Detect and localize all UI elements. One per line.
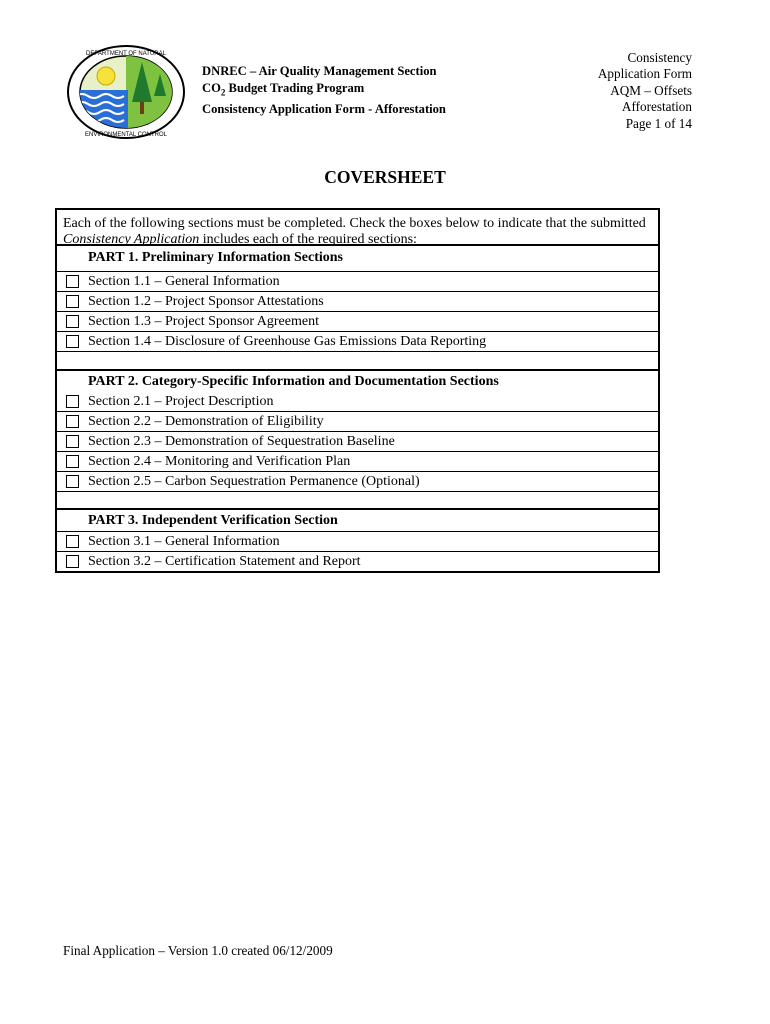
part-1-heading: PART 1. Preliminary Information Sections xyxy=(57,246,658,272)
emphasis-text: Consistency Application xyxy=(63,232,200,247)
page-title: COVERSHEET xyxy=(324,167,446,187)
section-label: Section 2.3 – Demonstration of Sequestration Baseline xyxy=(88,434,395,449)
section-label: Section 1.3 – Project Sponsor Agreement xyxy=(88,314,319,329)
dnrec-seal-logo xyxy=(66,44,186,140)
section-label: Section 2.5 – Carbon Sequestration Permanence (Optional) xyxy=(88,474,420,489)
part-divider xyxy=(57,352,658,371)
checklist-row xyxy=(57,472,658,491)
instructions-text: Each of the following sections must be completed. Check the boxes below to indicate that the submitted Consistency Application includes each of the required sections: xyxy=(57,210,658,246)
checklist-row xyxy=(57,432,658,452)
form-id-line: Consistency xyxy=(627,50,692,65)
program-line: $CO_2$ Budget Trading Program xyxy=(202,80,365,98)
section-label: Section 2.4 – Monitoring and Verification Plan xyxy=(88,454,351,469)
form-id-line: AQM – Offsets xyxy=(610,82,692,98)
section-2-2-checkbox[interactable] xyxy=(66,415,79,428)
section-1-3-checkbox[interactable] xyxy=(66,315,79,328)
section-2-3-checkbox[interactable] xyxy=(66,435,79,448)
org-line: DNREC – Air Quality Management Section xyxy=(202,64,437,78)
checklist-row xyxy=(57,332,658,352)
part-2-heading: PART 2. Category-Specific Information and Documentation Sections xyxy=(88,374,499,389)
section-3-1-checkbox[interactable] xyxy=(66,535,79,548)
section-label: Section 2.1 – Project Description xyxy=(88,394,274,409)
checklist-row xyxy=(57,552,658,571)
svg-text:ENVIRONMENTAL CONTROL: ENVIRONMENTAL CONTROL xyxy=(84,132,168,138)
form-id-line: Afforestation xyxy=(621,99,692,115)
svg-text:DEPARTMENT OF NATURAL: DEPARTMENT OF NATURAL xyxy=(86,51,166,57)
checklist-row xyxy=(57,312,658,332)
section-1-4-checkbox[interactable] xyxy=(66,335,79,348)
section-label: Section 1.4 – Disclosure of Greenhouse Gas Emissions Data Reporting xyxy=(88,334,487,349)
checklist-row xyxy=(57,452,658,472)
checklist-row xyxy=(57,292,658,312)
section-label: Section 3.2 – Certification Statement and Report xyxy=(88,554,361,569)
checklist-row xyxy=(57,412,658,432)
section-label: Section 1.1 – General Information xyxy=(88,274,280,289)
checklist-row xyxy=(57,272,658,292)
part-3-heading: PART 3. Independent Verification Section xyxy=(88,513,338,528)
checklist-row xyxy=(57,531,658,552)
section-3-2-checkbox[interactable] xyxy=(66,555,79,568)
page-number: Page 1 of 14 xyxy=(625,115,692,131)
section-checklist xyxy=(55,208,660,573)
part-divider xyxy=(57,491,658,510)
document-header xyxy=(202,63,446,117)
section-2-5-checkbox[interactable] xyxy=(66,475,79,488)
section-label: Section 2.2 – Demonstration of Eligibility xyxy=(88,414,324,429)
section-2-1-checkbox[interactable] xyxy=(66,395,79,408)
section-label: Section 3.1 – General Information xyxy=(88,534,280,549)
form-id-line: Application Form xyxy=(597,66,692,82)
form-line: Consistency Application Form - Afforestation xyxy=(202,101,446,116)
section-2-4-checkbox[interactable] xyxy=(66,455,79,468)
section-1-2-checkbox[interactable] xyxy=(66,295,79,308)
section-1-1-checkbox[interactable] xyxy=(66,275,79,288)
checklist-row xyxy=(57,392,658,412)
section-label: Section 1.2 – Project Sponsor Attestations xyxy=(88,294,324,309)
version-footer: Final Application – Version 1.0 created 06/12/2009 xyxy=(63,943,333,958)
form-identifier xyxy=(532,50,692,132)
